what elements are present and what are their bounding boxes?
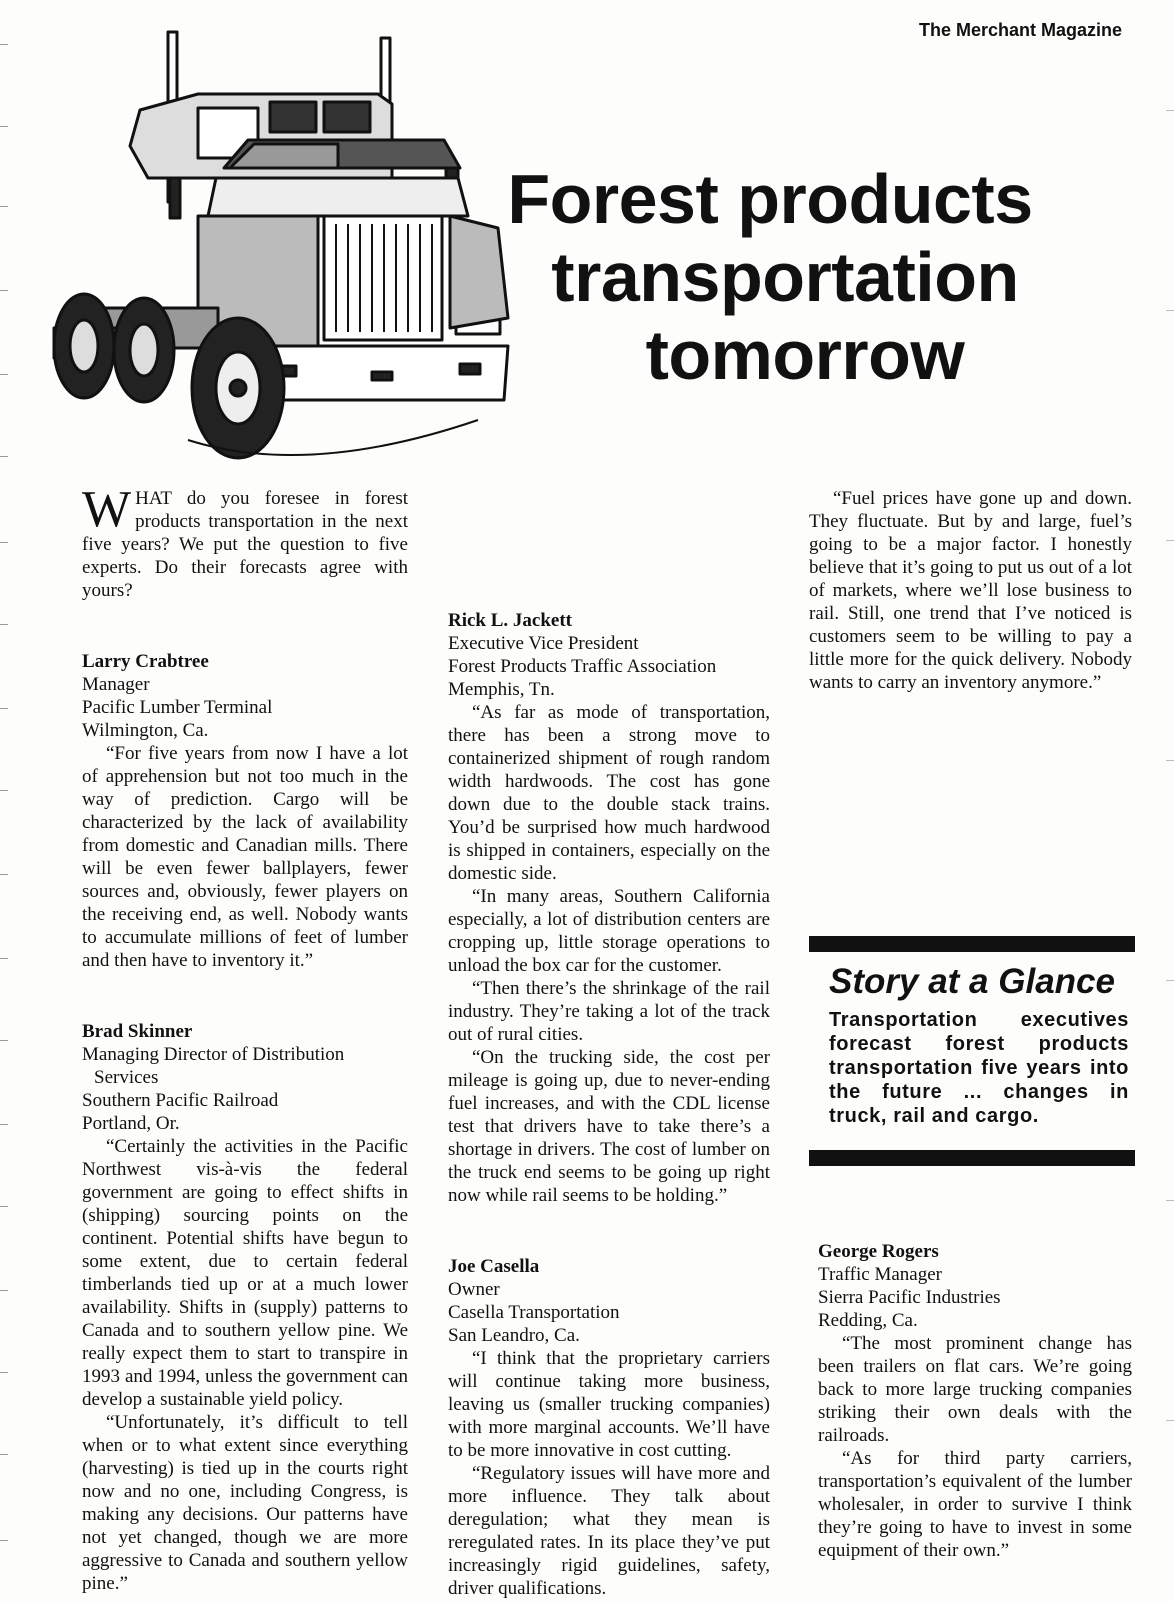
crabtree-company: Pacific Lumber Terminal xyxy=(82,697,273,718)
skinner-title-2: Services xyxy=(94,1067,159,1088)
jackett-location: Memphis, Tn. xyxy=(448,679,555,700)
casella-quote-2: “Regulatory issues will have more and more influence. They talk about deregulation; what they mean is reregulated rates. In its place they’ve put increasingly rigid guidelines, safety, driver qualifications. xyxy=(448,1463,770,1599)
column-1 xyxy=(82,481,408,1594)
headline-line-1: Forest products xyxy=(507,160,1033,238)
skinner-location: Portland, Or. xyxy=(82,1113,180,1134)
jackett-company: Forest Products Traffic Association xyxy=(448,656,717,677)
crabtree-quote: “For five years from now I have a lot of apprehension but not too much in the way of prediction. Cargo will be characterized by the lack of availability from domestic and Canadian mills. There will be even fewer ballplayers, fewer sources and, obviously, fewer players on the receiving end, as well. Nobody wants to accumulate millions of feet of lumber and then have to inventory it.” xyxy=(82,743,408,971)
column-3-lower xyxy=(818,1240,1132,1562)
skinner-company: Southern Pacific Railroad xyxy=(82,1090,279,1111)
rogers-company: Sierra Pacific Industries xyxy=(818,1287,1001,1308)
casella-quote-1: “I think that the proprietary carriers will continue taking more business, leaving us (smaller trucking companies) with more marginal accounts. We’ll have to be more innovative in cost cutting. xyxy=(448,1348,770,1461)
jackett-quote-4: “On the trucking side, the cost per mileage is going up, due to never-ending fuel increases, and with the CDL license test that drivers have to take there’s a shortage in drivers. The cost of lumber on the truck end seems to be going up right now while rail seems to be holding.” xyxy=(448,1047,770,1206)
headline-line-2: transportation xyxy=(551,238,1019,316)
casella-location: San Leandro, Ca. xyxy=(448,1325,580,1346)
skinner-name: Brad Skinner xyxy=(82,1021,193,1042)
skinner-quote-continued xyxy=(448,487,770,581)
rogers-name: George Rogers xyxy=(818,1241,939,1262)
skinner-byline xyxy=(82,1020,408,1135)
rogers-quote-2: “As for third party carriers, transportation’s equivalent of the lumber wholesaler, in order to survive I think they’re going to have to invest in some equipment of their own.” xyxy=(818,1448,1132,1561)
intro-paragraph xyxy=(82,481,408,602)
casella-name: Joe Casella xyxy=(448,1256,540,1277)
right-edge-marks xyxy=(1164,0,1174,1602)
story-at-a-glance-box xyxy=(809,936,1135,1166)
column-2 xyxy=(448,487,770,1599)
jackett-quote-3: “Then there’s the shrinkage of the rail industry. They’re taking a lot of the track out of rural cities. xyxy=(448,978,770,1045)
skinner-title-1: Managing Director of Distribution xyxy=(82,1044,345,1065)
rogers-title: Traffic Manager xyxy=(818,1264,942,1285)
jackett-quote-1: “As far as mode of transportation, there has been a strong move to containerized shipment of rough random width hardwoods. The cost has gone down due to the double stack trains. You’d be surprised how much hardwood is shipped in containers, especially on the domestic side. xyxy=(448,702,770,884)
jackett-title: Executive Vice President xyxy=(448,633,639,654)
crabtree-title: Manager xyxy=(82,674,150,695)
headline-line-3: tomorrow xyxy=(645,316,965,394)
binding-edge-marks xyxy=(0,0,10,1602)
drop-cap: W xyxy=(82,481,132,538)
jackett-quote-2: “In many areas, Southern California especially, a lot of distribution centers are cropping up, little storage operations to unload the box car for the customer. xyxy=(448,886,770,976)
glance-title: Story at a Glance xyxy=(829,962,1115,1001)
jackett-byline xyxy=(448,609,770,701)
casella-company: Casella Transportation xyxy=(448,1302,620,1323)
magazine-masthead: The Merchant Magazine xyxy=(918,20,1122,40)
glance-top-rule xyxy=(809,936,1135,952)
crabtree-name: Larry Crabtree xyxy=(82,651,209,672)
truck-illustration xyxy=(48,28,518,480)
intro-text: HAT do you foresee in forest products transportation in the next five years? We put the question to five experts. Do their forecasts agree with yours? xyxy=(82,488,408,601)
column-3 xyxy=(809,487,1132,694)
rogers-byline xyxy=(818,1240,1132,1332)
article-headline xyxy=(470,160,1070,394)
skinner-quote-2: “Unfortunately, it’s difficult to tell when or to what extent since everything (harvesting) is tied up in the courts right now and no one, including Congress, is making any decisions. Our patterns have not yet changed, though we are more aggressive to Canada and southern yellow pine.” xyxy=(82,1412,408,1594)
glance-bottom-rule xyxy=(809,1150,1135,1166)
jackett-name: Rick L. Jackett xyxy=(448,610,573,631)
crabtree-location: Wilmington, Ca. xyxy=(82,720,209,741)
casella-quote-3: “Fuel prices have gone up and down. They fluctuate. But by and large, fuel’s going to be a major factor. I honestly believe that it’s going to put us out of a lot of markets, where we’ll lose business to rail. Still, one trend that I’ve noticed is customers seem to be willing to pay a little more for the quick delivery. Nobody wants to carry an inventory anymore.” xyxy=(809,488,1132,693)
casella-title: Owner xyxy=(448,1279,500,1300)
rogers-location: Redding, Ca. xyxy=(818,1310,918,1331)
casella-byline xyxy=(448,1255,770,1347)
rogers-quote-1: “The most prominent change has been trailers on flat cars. We’re going back to more large trucking companies striking their own deals with the railroads. xyxy=(818,1333,1132,1446)
crabtree-byline xyxy=(82,650,408,742)
glance-summary: Transportation executives forecast forest products transportation five years into the future ... changes in truck, rail and cargo. xyxy=(829,1009,1129,1127)
skinner-quote-1: “Certainly the activities in the Pacific Northwest vis-à-vis the federal government are going to effect shifts in (shipping) sourcing points on the continent. Potential shifts have begun to some extent, due to certain federal timberlands tied up or at a much lower availability. Shifts in (supply) patterns to Canada and to southern yellow pine. We really expect them to start to transpire in 1993 and 1994, unless the government can develop a sustainable yield policy. xyxy=(82,1136,408,1410)
